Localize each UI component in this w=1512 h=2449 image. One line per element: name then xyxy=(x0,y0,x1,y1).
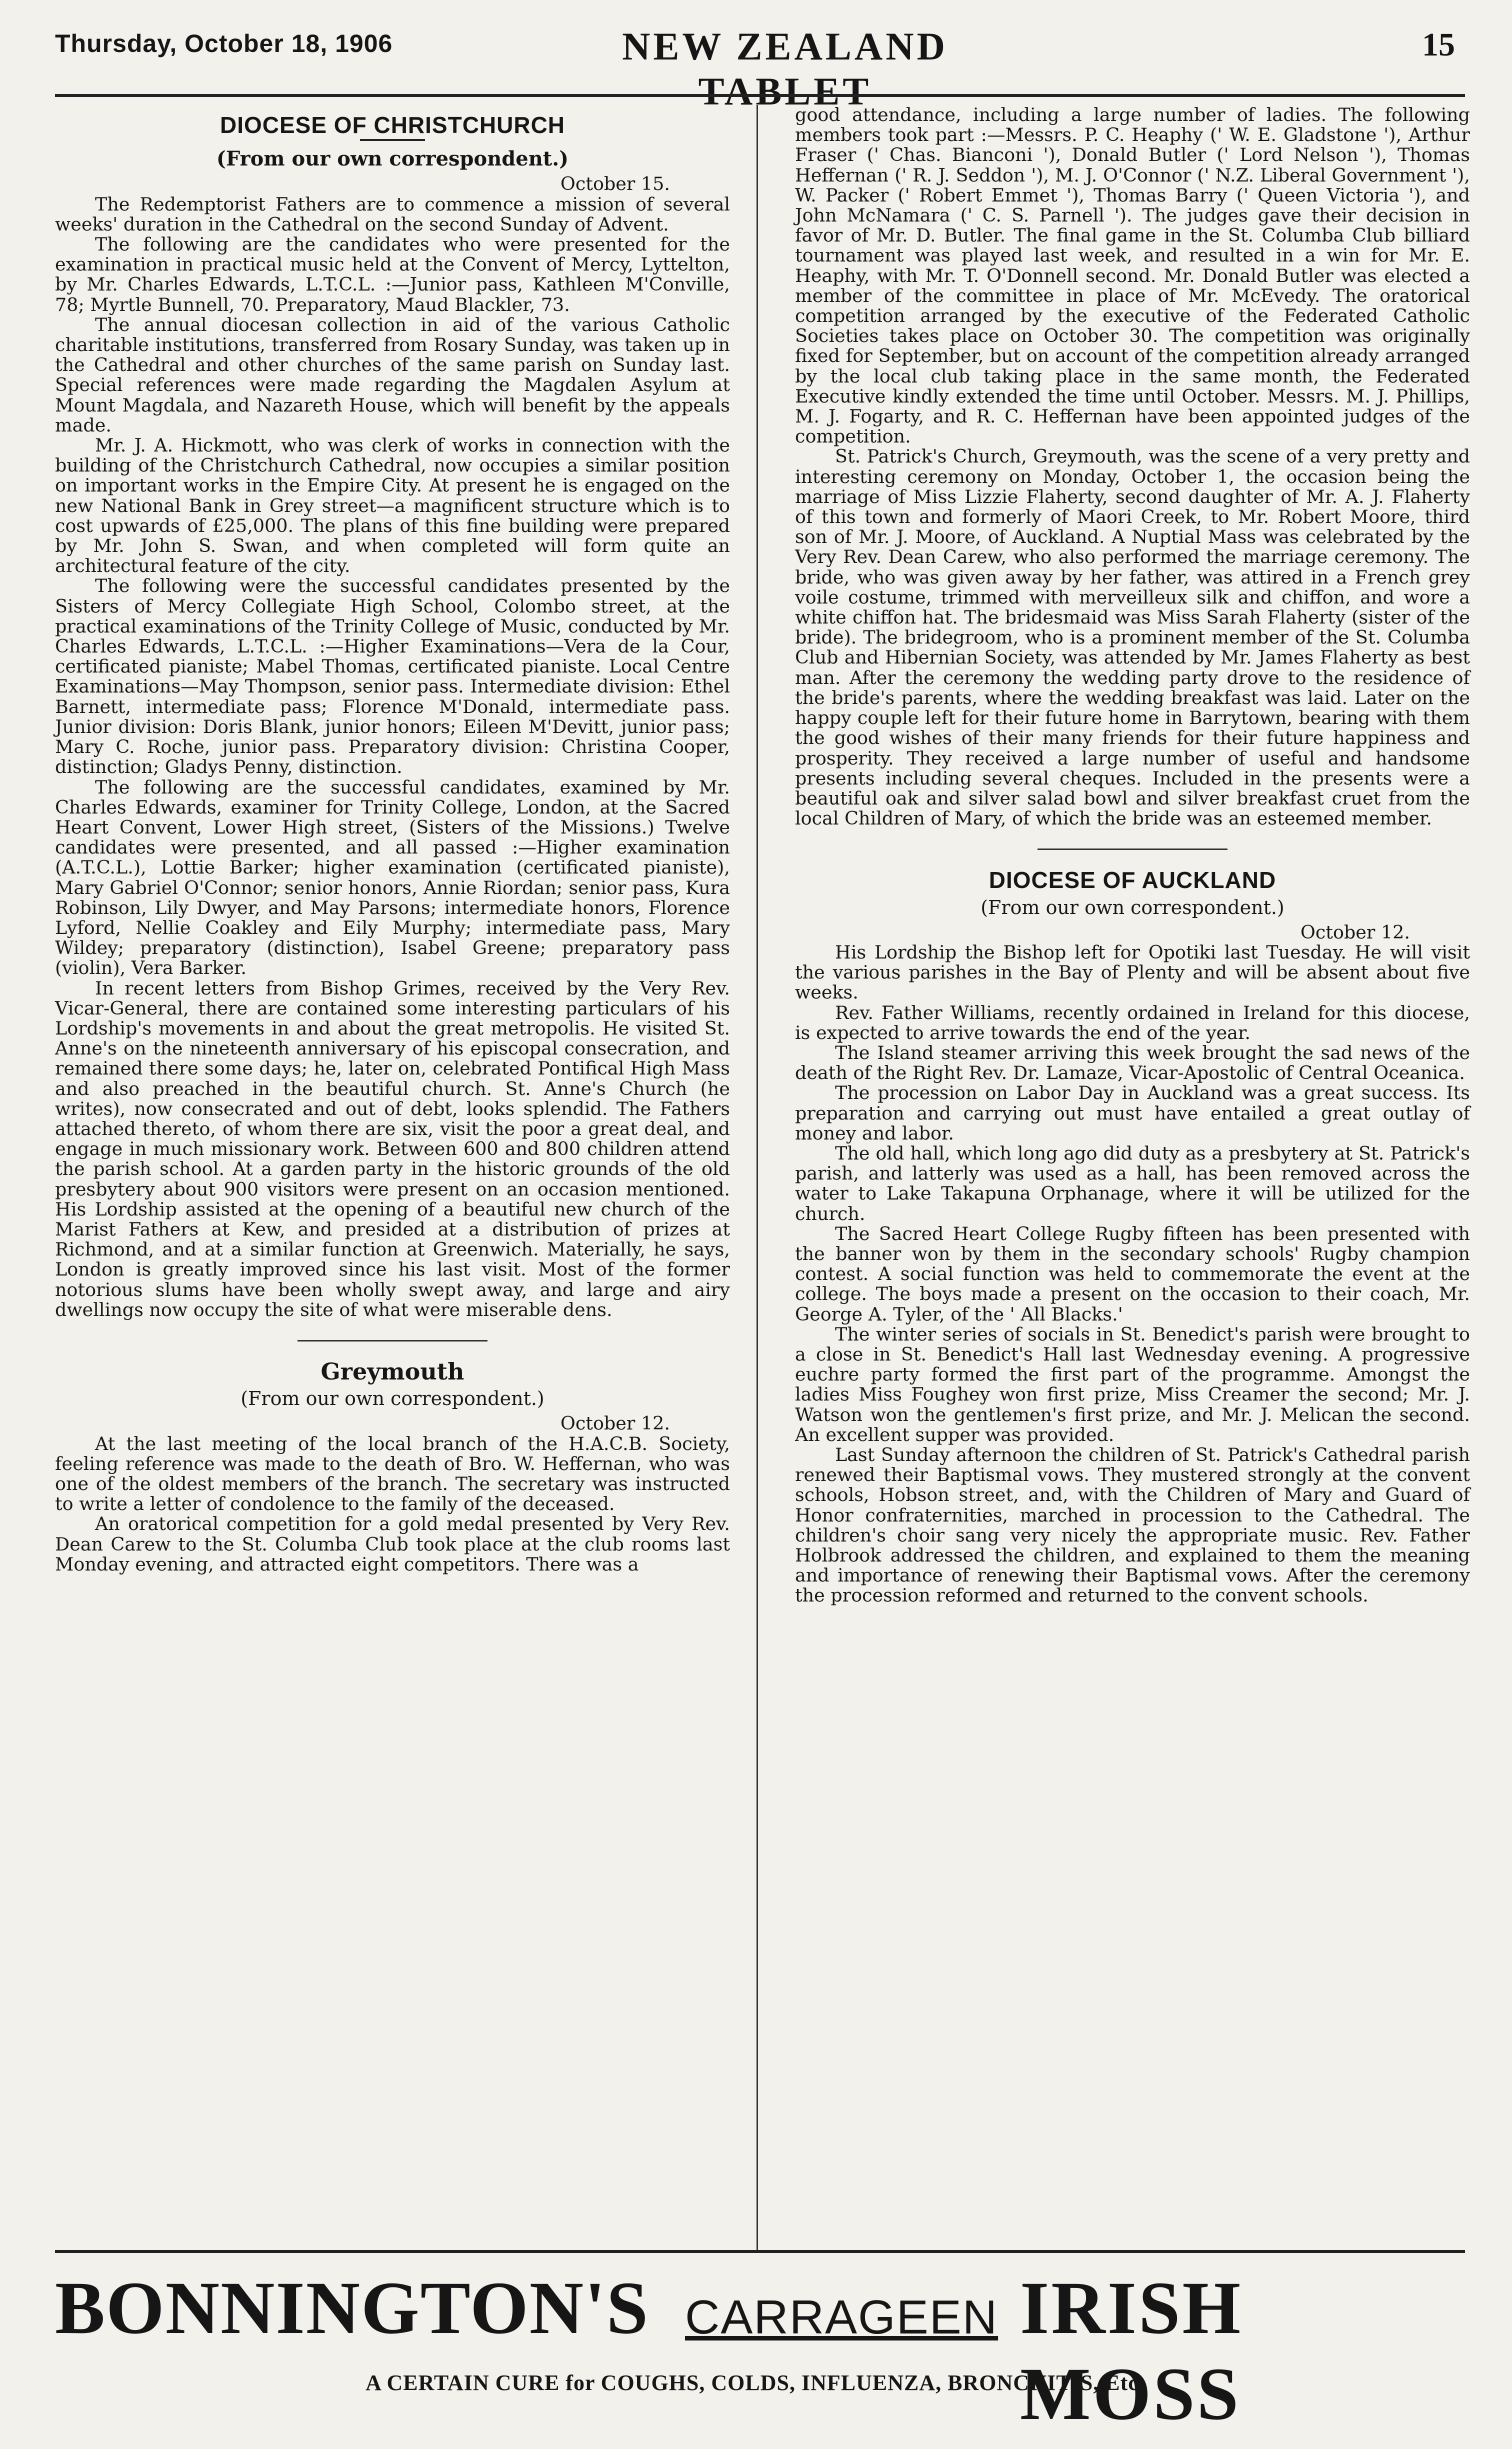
article-paragraph: Last Sunday afternoon the children of St. Patrick's Cathedral parish renewed their Baptismal vows. They mustered strongly at the convent schools, Hobson street, and, with the Children of Mary and Guard of Honor confraternities, marched in procession to the Cathedral. The children's choir sang very nicely the appropriate music. Rev. Father Holbrook addressed the children, and explained to them the meaning and importance of renewing their Baptismal vows. After the ceremony the procession reformed and returned to the convent schools. xyxy=(795,1444,1470,1606)
article-paragraph: At the last meeting of the local branch of the H.A.C.B. Society, feeling reference was made to the death of Bro. W. Heffernan, who was one of the oldest members of the branch. The secretary was instructed to write a letter of condolence to the family of the deceased. xyxy=(55,1432,730,1515)
article-paragraph: The Island steamer arriving this week brought the sad news of the death of the Right Rev. Dr. Lamaze, Vicar-Apostolic of Central Oceanica. xyxy=(795,1042,1470,1084)
article-paragraph: good attendance, including a large number of ladies. The following members took part :—Messrs. P. C. Heaphy (' W. E. Gladstone '), Arthur Fraser (' Chas. Bianconi '), Donald Butler (' Lord Nelson '), Thomas Heffernan (' R. J. Seddon '), M. J. O'Connor (' N.Z. Liberal Government '), W. Packer (' Robert Emmet '), Thomas Barry (' Queen Victoria '), and John McNamara (' C. S. Parnell '). The judges gave their decision in favor of Mr. D. Butler. The final game in the St. Columba Club billiard tournament was played last week, and resulted in a win for Mr. E. Heaphy, with Mr. T. O'Donnell second. Mr. Donald Butler was elected a member of the committee in place of Mr. McEvedy. The oratorical competition arranged by the executive of the Federated Catholic Societies takes place on October 30. The competition was originally fixed for September, but on account of the competition already arranged by the local club taking place in the same month, the Federated Executive kindly extended the time until October. Messrs. M. J. Phillips, M. J. Fogarty, and R. C. Heffernan have been appointed judges of the competition. xyxy=(795,104,1470,448)
article-paragraph: The winter series of socials in St. Benedict's parish were brought to a close in St. Benedict's Hall last Wednesday evening. A progressive euchre party formed the first part of the programme. Amongst the ladies Miss Foughey won first prize, Miss Creamer the second; Mr. J. Watson won the gentlemen's first prize, and Mr. J. Melican the second. An excellent supper was provided. xyxy=(795,1323,1470,1446)
greymouth-dateline: October 12. xyxy=(560,1412,670,1434)
column-divider xyxy=(756,105,758,2250)
masthead-title: NEW ZEALAND TABLET xyxy=(622,24,948,113)
article-paragraph: The following are the successful candidates, examined by Mr. Charles Edwards, examiner for Trinity College, London, at the Sacred Heart Convent, Lower High street, (Sisters of the Missions.) Twelve candidates were presented, and all passed :—Higher examination (A.T.C.L.), Lottie Barker; higher examination (certificated pianiste), Mary Gabriel O'Connor; senior honors, Annie Riordan; senior pass, Kura Robinson, Lily Dwyer, and May Parsons; intermediate honors, Florence Lyford, Nellie Coakley and Eily Murphy; intermediate pass, Mary Wildey; preparatory (distinction), Isabel Greene; preparatory pass (violin), Vera Barker. xyxy=(55,776,730,979)
header-rule xyxy=(55,94,1465,97)
issue-date: Thursday, October 18, 1906 xyxy=(55,30,393,58)
greymouth-heading: Greymouth xyxy=(320,1358,464,1385)
article-paragraph: His Lordship the Bishop left for Opotiki last Tuesday. He will visit the various parishes in the Bay of Plenty and will be absent about five weeks. xyxy=(795,941,1470,1004)
article-paragraph: The annual diocesan collection in aid of the various Catholic charitable institutions, transferred from Rosary Sunday, was taken up in the Cathedral and other churches of the same parish on Sunday last. Special references were made regarding the Magdalen Asylum at Mount Magdala, and Nazareth House, which will benefit by the appeals made. xyxy=(55,314,730,436)
article-paragraph: St. Patrick's Church, Greymouth, was the scene of a very pretty and interesting ceremony on Monday, October 1, the occasion being the marriage of Miss Lizzie Flaherty, second daughter of Mr. A. J. Flaherty of this town and formerly of Maori Creek, to Mr. Robert Moore, third son of Mr. J. Moore, of Auckland. A Nuptial Mass was celebrated by the Very Rev. Dean Carew, who also performed the marriage ceremony. The bride, who was given away by her father, was attired in a French grey voile costume, trimmed with merveilleux silk and chiffon, and wore a white chiffon hat. The bridesmaid was Miss Sarah Flaherty (sister of the bride). The bridegroom, who is a prominent member of the St. Columba Club and Hibernian Society, was attended by Mr. James Flaherty as best man. After the ceremony the wedding party drove to the residence of the bride's parents, where the wedding breakfast was laid. Later on the happy couple left for their future home in Barrytown, bearing with them the good wishes of their many friends for their future happiness and prosperity. They received a large number of useful and handsome presents including several cheques. Included in the presents were a beautiful oak and silver salad bowl and silver breakfast cruet from the local Children of Mary, of which the bride was an esteemed member. xyxy=(795,446,1470,830)
section-separator xyxy=(1038,848,1228,850)
heading-rule xyxy=(360,139,425,141)
article-paragraph: The old hall, which long ago did duty as a presbytery at St. Patrick's parish, and latterly was used as a hall, has been removed across the water to Lake Takapuna Orphanage, where it will be utilized for the church. xyxy=(795,1142,1470,1224)
advert-product-irish-moss: IRISH MOSS xyxy=(1020,2266,1243,2436)
left-column xyxy=(55,105,730,1574)
advert-brand: BONNINGTON'S xyxy=(55,2266,650,2350)
right-column xyxy=(795,105,1470,1606)
article-paragraph: The following are the candidates who were presented for the examination in practical music held at the Convent of Mercy, Lyttelton, by Mr. Charles Edwards, L.T.C.L. :—Junior pass, Kathleen M'Conville, 78; Myrtle Bunnell, 70. Preparatory, Maud Blackler, 73. xyxy=(55,234,730,316)
article-paragraph: The following were the successful candidates presented by the Sisters of Mercy Collegiate High School, Colombo street, at the practical examinations of the Trinity College of Music, conducted by Mr. Charles Edwards, L.T.C.L. :—Higher Examinations—Vera de la Cour, certificated pianiste; Mabel Thomas, certificated pianiste. Local Centre Examinations—May Thompson, senior pass. Intermediate division: Ethel Barnett, intermediate pass; Florence M'Donald, intermediate pass. Junior division: Doris Blank, junior honors; Eileen M'Devitt, junior pass; Mary C. Roche, junior pass. Preparatory division: Christina Cooper, distinction; Gladys Penny, distinction. xyxy=(55,575,730,778)
advertisement-banner xyxy=(55,2260,1465,2436)
christchurch-heading: DIOCESE OF CHRISTCHURCH xyxy=(220,112,566,138)
advert-tagline: A CERTAIN CURE for COUGHS, COLDS, INFLUENZA, BRONCHITIS, Etc. xyxy=(366,2370,1144,2395)
article-paragraph: The Sacred Heart College Rugby fifteen has been presented with the banner won by them in the secondary schools' Rugby champion contest. A social function was held to commemorate the event at the college. The boys made a present on the occasion to their coach, Mr. George A. Tyler, of the ' All Blacks.' xyxy=(795,1222,1470,1325)
christchurch-source: (From our own correspondent.) xyxy=(216,147,569,171)
auckland-source: (From our own correspondent.) xyxy=(980,896,1284,918)
christchurch-dateline: October 15. xyxy=(560,173,670,195)
article-paragraph: In recent letters from Bishop Grimes, received by the Very Rev. Vicar-General, there are contained some interesting particulars of his Lordship's movements in and about the great metropolis. He visited St. Anne's on the nineteenth anniversary of his episcopal consecration, and remained there some days; he, later on, celebrated Pontifical High Mass and also preached in the beautiful church. St. Anne's Church (he writes), now consecrated and out of debt, looks splendid. The Fathers attached thereto, of whom there are six, visit the poor a great deal, and engage in much missionary work. Between 600 and 800 children attend the parish school. At a garden party in the historic grounds of the old presbytery about 900 visitors were present on an occasion mentioned. His Lordship assisted at the opening of a beautiful new church of the Marist Fathers at Kew, and presided at a distribution of prizes at Richmond, and at a similar function at Greenwich. Materially, he says, London is greatly improved since his last visit. Most of the former notorious slums have been wholly swept away, and large and airy dwellings now occupy the site of what were miserable dens. xyxy=(55,977,730,1320)
page-header xyxy=(55,19,1465,113)
article-paragraph: An oratorical competition for a gold medal presented by Very Rev. Dean Carew to the St. Columba Club took place at the club rooms last Monday evening, and attracted eight competitors. There was a xyxy=(55,1513,730,1575)
greymouth-source: (From our own correspondent.) xyxy=(240,1388,544,1410)
advert-rule xyxy=(55,2250,1465,2253)
article-paragraph: Rev. Father Williams, recently ordained in Ireland for this diocese, is expected to arrive towards the end of the year. xyxy=(795,1002,1470,1044)
auckland-dateline: October 12. xyxy=(1300,921,1410,943)
section-separator xyxy=(298,1340,488,1342)
advert-product-carrageen: CARRAGEEN xyxy=(685,2290,998,2344)
article-paragraph: The Redemptorist Fathers are to commence a mission of several weeks' duration in the Cathedral on the second Sunday of Advent. xyxy=(55,193,730,235)
article-paragraph: Mr. J. A. Hickmott, who was clerk of works in connection with the building of the Christchurch Cathedral, now occupies a similar position on important works in the Empire City. At present he is engaged on the new National Bank in Grey street—a magnificent structure which is to cost upwards of £25,000. The plans of this fine building were prepared by Mr. John S. Swan, and when completed will form quite an architectural feature of the city. xyxy=(55,434,730,577)
auckland-heading: DIOCESE OF AUCKLAND xyxy=(988,867,1276,894)
page-number: 15 xyxy=(1422,26,1455,63)
article-paragraph: The procession on Labor Day in Auckland was a great success. Its preparation and carrying out must have entailed a great outlay of money and labor. xyxy=(795,1082,1470,1144)
